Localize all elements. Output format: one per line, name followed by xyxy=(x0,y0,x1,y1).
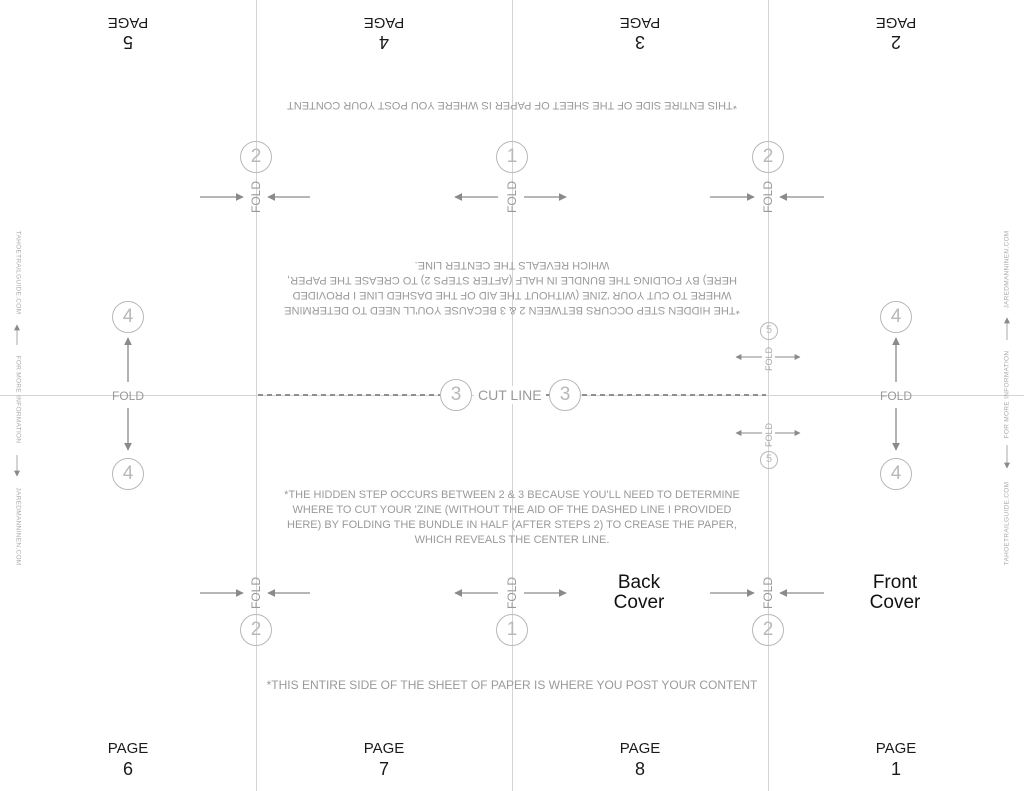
sidebar-website-left: TAHOETRAILGUIDE.COM xyxy=(14,230,22,315)
step-4-marker: 4 xyxy=(112,458,144,490)
fold-label: FOLD xyxy=(761,577,775,610)
content-note: *THIS ENTIRE SIDE OF THE SHEET OF PAPER IS WHERE YOU POST YOUR CONTENT xyxy=(266,678,758,692)
step-1-marker: 1 xyxy=(496,614,528,646)
step-3-marker: 3 xyxy=(440,379,472,411)
hidden-step-note: *THE HIDDEN STEP OCCURS BETWEEN 2 & 3 BECAUSE YOU'LL NEED TO DETERMINE WHERE TO CUT YOUR 'ZINE (WITHOUT THE AID OF THE DASHED LINE I PROVIDED HERE) BY FOLDING THE BUNDLE IN HALF (AFTER STEPS 2) TO CREASE THE PAPER, WHICH REVEALS THE CENTER LINE. xyxy=(284,489,740,546)
sidebar-website-right: TAHOETRAILGUIDE.COM xyxy=(1003,481,1011,566)
front-cover-label xyxy=(835,573,955,613)
fold-label: FOLD xyxy=(249,577,263,610)
page-number: 5 xyxy=(123,32,134,52)
content-note-upside-down: *THIS ENTIRE SIDE OF THE SHEET OF PAPER IS WHERE YOU POST YOUR CONTENT xyxy=(287,99,737,111)
page-label-5 xyxy=(68,12,188,52)
page-word: PAGE xyxy=(875,740,917,757)
page-number: 7 xyxy=(378,759,389,779)
fold-label: FOLD xyxy=(764,347,774,372)
back-cover-line-2: Cover xyxy=(613,592,665,613)
sidebar-more-info-left: FOR MORE INFORMATION xyxy=(14,355,22,444)
page-word: PAGE xyxy=(619,740,661,757)
page-label-6 xyxy=(68,739,188,779)
page-number: 6 xyxy=(122,759,133,779)
hidden-step-note-upside-down: *THE HIDDEN STEP OCCURS BETWEEN 2 & 3 BECAUSE YOU'LL NEED TO DETERMINE WHERE TO CUT YOUR 'ZINE (WITHOUT THE AID OF THE DASHED LINE I PROVIDED HERE) BY FOLDING THE BUNDLE IN HALF (AFTER STEPS 2) TO CREASE THE PAPER, WHICH REVEALS THE CENTER LINE. xyxy=(284,259,740,316)
sidebar-author-right: JAREDMANNINEN.COM xyxy=(1003,230,1011,309)
page-label-2 xyxy=(836,12,956,52)
page-label-7 xyxy=(324,739,444,779)
page-label-4 xyxy=(324,12,444,52)
step-2-marker: 2 xyxy=(752,141,784,173)
step-5-marker: 5 xyxy=(760,451,778,469)
page-word: PAGE xyxy=(363,14,405,31)
page-word: PAGE xyxy=(619,14,661,31)
step-2-marker: 2 xyxy=(752,614,784,646)
fold-label: FOLD xyxy=(879,389,912,403)
fold-label: FOLD xyxy=(764,423,774,448)
step-2-marker: 2 xyxy=(240,614,272,646)
step-4-marker: 4 xyxy=(112,301,144,333)
step-5-marker: 5 xyxy=(760,322,778,340)
page-word: PAGE xyxy=(107,740,149,757)
step-4-marker: 4 xyxy=(880,458,912,490)
fold-label: FOLD xyxy=(761,181,775,214)
step-3-marker: 3 xyxy=(549,379,581,411)
step-2-marker: 2 xyxy=(240,141,272,173)
fold-label: FOLD xyxy=(505,181,519,214)
page-number: 2 xyxy=(891,32,902,52)
page-word: PAGE xyxy=(107,14,149,31)
sidebar-more-info-right: FOR MORE INFORMATION xyxy=(1003,350,1011,439)
fold-label: FOLD xyxy=(111,389,144,403)
page-number: 1 xyxy=(890,759,901,779)
front-cover-line-1: Front xyxy=(872,572,918,593)
cut-line-label: CUT LINE xyxy=(474,386,546,404)
page-number: 3 xyxy=(635,32,646,52)
page-word: PAGE xyxy=(363,740,405,757)
page-label-3 xyxy=(580,12,700,52)
page-number: 4 xyxy=(379,32,390,52)
back-cover-line-1: Back xyxy=(617,572,661,593)
page-label-8 xyxy=(580,739,700,779)
page-number: 8 xyxy=(634,759,645,779)
fold-label: FOLD xyxy=(505,577,519,610)
sidebar-author-left: JAREDMANNINEN.COM xyxy=(14,487,22,566)
back-cover-label xyxy=(579,573,699,613)
step-4-marker: 4 xyxy=(880,301,912,333)
step-1-marker: 1 xyxy=(496,141,528,173)
fold-label: FOLD xyxy=(249,181,263,214)
front-cover-line-2: Cover xyxy=(869,592,921,613)
page-label-1 xyxy=(836,739,956,779)
page-word: PAGE xyxy=(875,14,917,31)
